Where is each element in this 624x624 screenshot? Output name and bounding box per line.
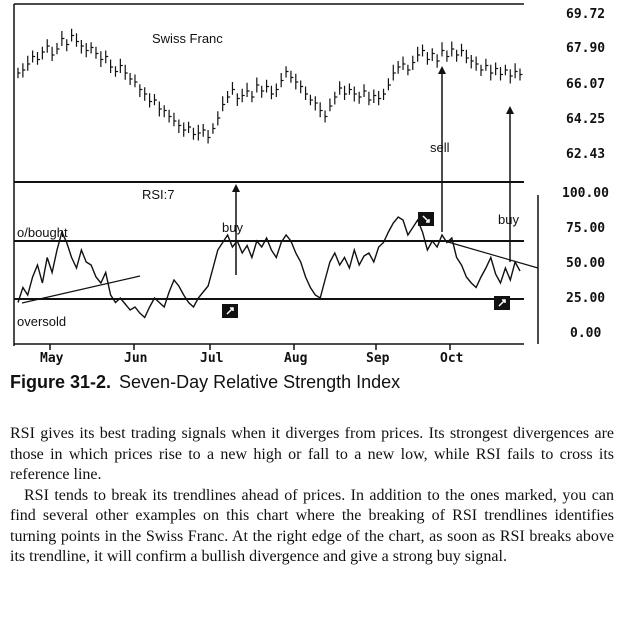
buy-arrowhead-1	[232, 184, 240, 192]
signal-marker-1	[222, 304, 238, 318]
oversold-label: oversold	[17, 314, 67, 329]
x-tick-jun: Jun	[124, 351, 148, 366]
rsi-series-line	[18, 217, 520, 318]
rsi-panel-title: RSI:7	[142, 187, 175, 202]
signal-marker-2	[418, 212, 434, 226]
signal-marker-3	[494, 296, 510, 310]
month-tick-marks	[50, 344, 450, 350]
paragraph-2: RSI tends to break its trendlines ahead of prices. In addition to the ones marked, you can find several other examples on this chart where the breaking of RSI trendlines identifies turning points in the Swiss Franc. At the right edge of the chart, as soon as RSI breaks above its trendline, it will confirm a bullish divergence and give a strong buy signal.	[10, 486, 614, 565]
annotation-buy-2: buy	[498, 212, 519, 227]
x-tick-may: May	[40, 351, 64, 366]
buy-arrowhead-2	[506, 106, 514, 114]
price-y-tick-1: 69.72	[566, 7, 606, 22]
rsi-y-tick-3: 50.00	[566, 256, 606, 271]
overbought-label: o/bought	[17, 225, 68, 240]
annotation-sell: sell	[430, 140, 450, 155]
rsi-y-tick-5: 0.00	[570, 326, 602, 341]
price-y-tick-3: 66.07	[566, 77, 606, 92]
x-tick-aug: Aug	[284, 351, 308, 366]
price-y-tick-5: 62.43	[566, 147, 606, 162]
price-y-tick-4: 64.25	[566, 112, 606, 127]
figure-title: Seven-Day Relative Strength Index	[119, 372, 401, 392]
rsi-y-tick-2: 75.00	[566, 221, 606, 236]
rsi-y-tick-1: 100.00	[562, 186, 609, 201]
annotation-buy-1: buy	[222, 220, 243, 235]
figure-number: Figure 31-2.	[10, 372, 112, 392]
price-bars	[18, 29, 523, 144]
figure-caption	[10, 372, 400, 393]
x-tick-sep: Sep	[366, 351, 390, 366]
x-tick-jul: Jul	[200, 351, 224, 366]
rsi-line-group	[18, 217, 520, 318]
x-tick-oct: Oct	[440, 351, 464, 366]
price-panel-title: Swiss Franc	[152, 31, 223, 46]
rsi-y-tick-4: 25.00	[566, 291, 606, 306]
body-text	[10, 424, 614, 568]
price-y-tick-2: 67.90	[566, 41, 606, 56]
paragraph-1: RSI gives its best trading signals when it diverges from prices. Its strongest divergences are those in which prices rise to a new high or fall to a new low, while RSI fails to cross its reference line.	[10, 425, 614, 483]
sell-arrowhead	[438, 66, 446, 74]
